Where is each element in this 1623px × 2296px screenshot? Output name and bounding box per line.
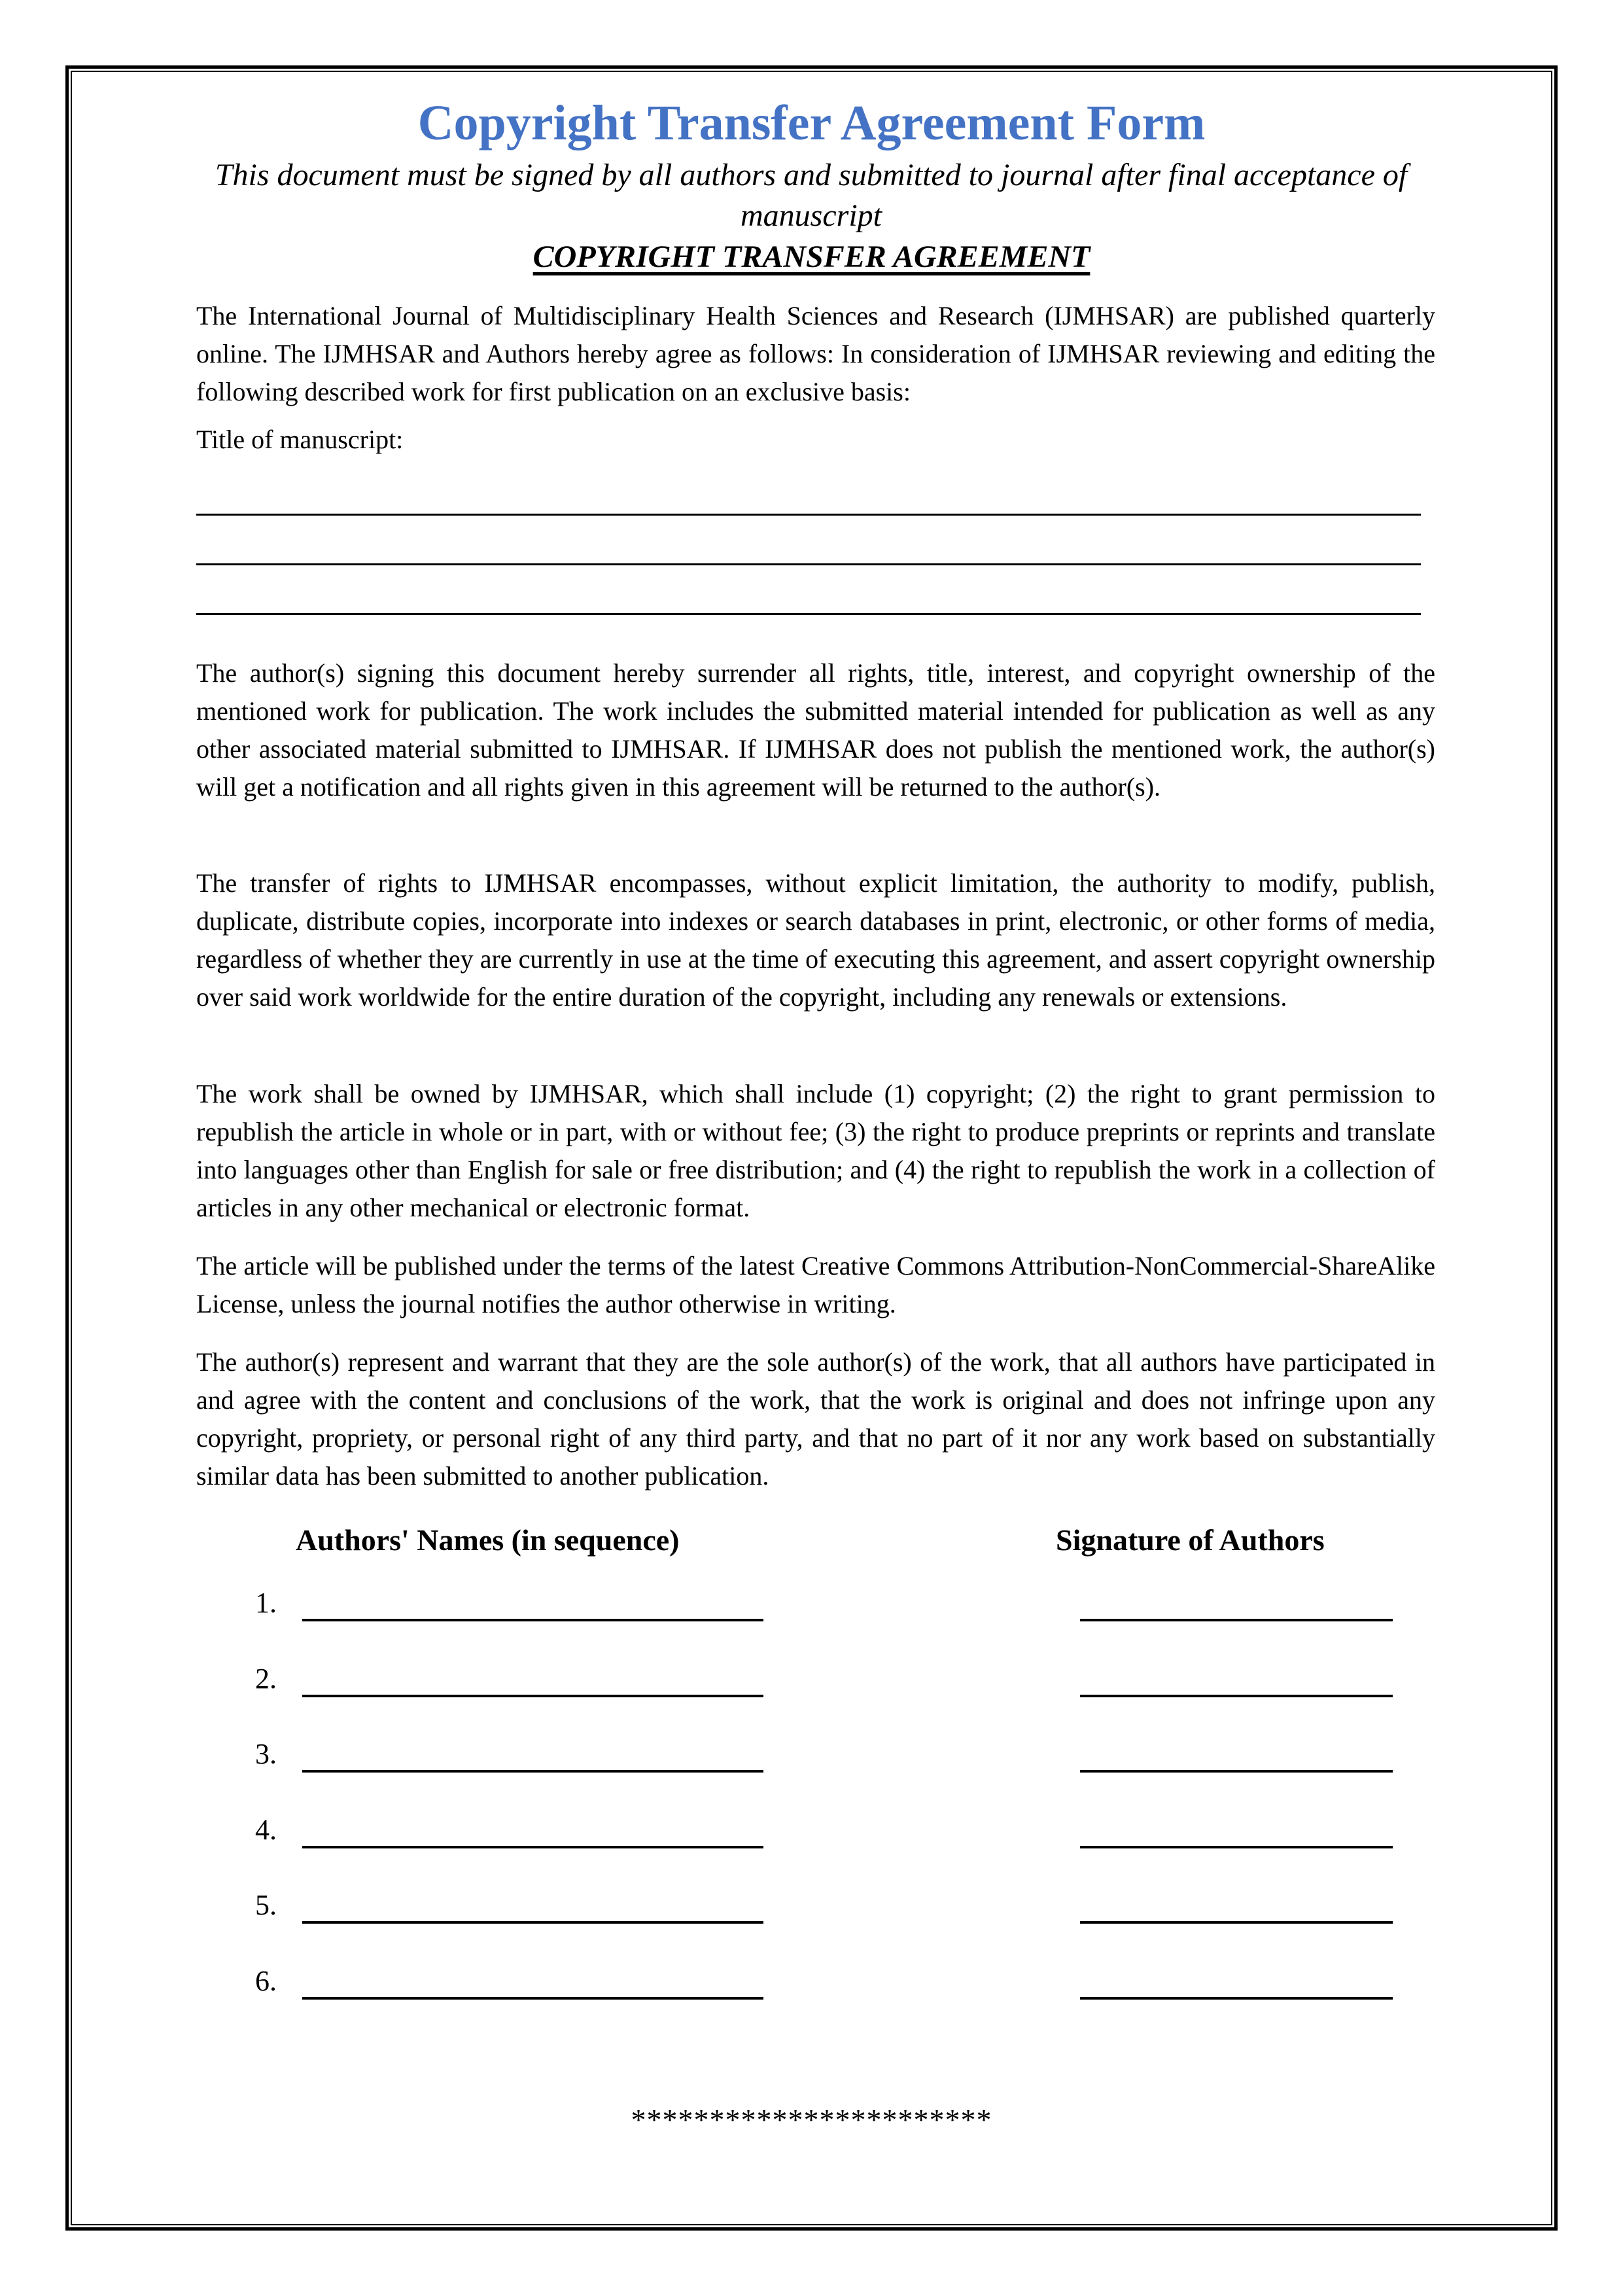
author-signature-field[interactable] [1080,1619,1393,1621]
author-row-number: 6. [255,1965,277,1997]
author-signature-field[interactable] [1080,1997,1393,2000]
author-row-number: 2. [255,1663,277,1695]
page-title: Copyright Transfer Agreement Form [417,96,1206,150]
authors-names-header: Authors' Names (in sequence) [296,1523,680,1557]
author-name-field[interactable] [302,1921,763,1924]
manuscript-title-label: Title of manuscript: [196,425,404,454]
author-signature-field[interactable] [1080,1846,1393,1848]
agreement-heading [0,238,1623,277]
author-name-field[interactable] [302,1997,763,2000]
author-signature-field[interactable] [1080,1695,1393,1697]
signature-header: Signature of Authors [1056,1523,1325,1557]
paragraph-transfer-scope: The transfer of rights to IJMHSAR encompasses, without explicit limitation, the authority to modify, publish, duplicate, distribute copies, incorporate into indexes or search databases in print, electronic, or other forms of media, regardless of whether they are currently in use at the time of executing this agreement, and assert copyright ownership over said work worldwide for the entire duration of the copyright, including any renewals or extensions. [196,868,1435,1012]
author-row-number: 5. [255,1889,277,1921]
manuscript-title-line-1[interactable] [196,514,1421,516]
paragraph-ownership: The work shall be owned by IJMHSAR, which shall include (1) copyright; (2) the right to grant permission to republish the article in whole or in part, with or without fee; (3) the right to produce preprints or reprints and translate into languages other than English for sale or free distribution; and (4) the right to republish the work in a collection of articles in any other mechanical or electronic format. [196,1079,1435,1222]
page-subtitle: This document must be signed by all authors and submitted to journal after final acceptance of manuscript [215,158,1408,233]
manuscript-title-line-2[interactable] [196,563,1421,565]
author-name-field[interactable] [302,1619,763,1621]
author-name-field[interactable] [302,1770,763,1773]
author-signature-field[interactable] [1080,1921,1393,1924]
author-name-field[interactable] [302,1846,763,1848]
author-name-field[interactable] [302,1695,763,1697]
agreement-heading-text: COPYRIGHT TRANSFER AGREEMENT [532,239,1091,274]
paragraph-rights-surrender: The author(s) signing this document hereby surrender all rights, title, interest, and copyright ownership of the mentioned work for publication. The work includes the submitted material intended for publication as well as any other associated material submitted to IJMHSAR. If IJMHSAR does not publish the mentioned work, the author(s) will get a notification and all rights given in this agreement will be returned to the author(s). [196,658,1435,802]
author-signature-field[interactable] [1080,1770,1393,1773]
author-row-number: 1. [255,1587,277,1619]
paragraph-warranty: The author(s) represent and warrant that they are the sole author(s) of the work, that all authors have participated in and agree with the content and conclusions of the work, that the work is original and does not infringe upon any copyright, propriety, or personal right of any third party, and that no part of it nor any work based on substantially similar data has been submitted to another publication. [196,1347,1435,1491]
intro-paragraph: The International Journal of Multidisciplinary Health Sciences and Research (IJMHSAR) are published quarterly online. The IJMHSAR and Authors hereby agree as follows: In consideration of IJMHSAR reviewing and editing the following described work for first publication on an exclusive basis: [196,301,1435,406]
author-row-number: 3. [255,1738,277,1770]
paragraph-license: The article will be published under the terms of the latest Creative Commons Attribution-NonCommercial-ShareAlike License, unless the journal notifies the author otherwise in writing. [196,1251,1435,1318]
manuscript-title-line-3[interactable] [196,613,1421,615]
author-row-number: 4. [255,1814,277,1846]
footer-separator: *********************** [631,2103,992,2136]
